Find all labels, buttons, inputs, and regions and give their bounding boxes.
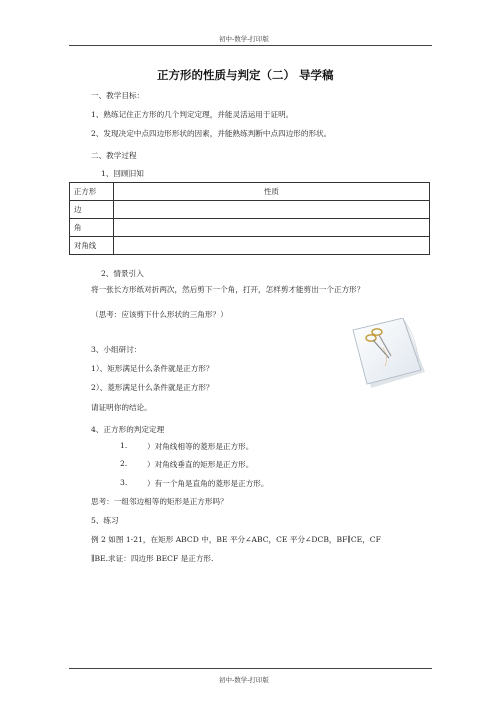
theorem-number: 2.	[120, 459, 128, 468]
table-row-label: 对角线	[70, 237, 114, 255]
table-cell-empty	[114, 201, 430, 219]
step-practice: 5、练习	[91, 516, 119, 525]
paper-scissors-icon	[347, 318, 429, 394]
table-row-label: 边	[70, 201, 114, 219]
theorem-text: ）对角线相等的菱形是正方形。	[147, 442, 254, 451]
objective-1: 1、熟练记住正方形的几个判定定理，并能灵活运用于证明。	[91, 110, 294, 119]
table-row	[70, 237, 430, 255]
theorem-text: ）有一个角是直角的菱形是正方形。	[147, 479, 269, 488]
example-line-1: 例 2 如图 1-21，在矩形 ABCD 中，BE 平分∠ABC，CE 平分∠DCB，BF∥CE，CF	[91, 535, 381, 544]
table-cell-empty	[114, 219, 430, 237]
header-rule	[69, 45, 432, 46]
table-row	[70, 219, 430, 237]
table-row-label: 角	[70, 219, 114, 237]
table-header-cell: 性质	[114, 183, 430, 201]
theorem-number: 3.	[120, 478, 128, 487]
discussion-prompt: 请证明你的结论。	[91, 403, 152, 412]
discussion-question-2: 2）、菱形满足什么条件就是正方形？	[91, 383, 214, 392]
step-review: 1、回顾旧知	[101, 169, 144, 178]
think-question: 思考：一组邻边相等的矩形是正方形吗？	[91, 497, 228, 506]
page-title: 正方形的性质与判定（二） 导学稿	[157, 68, 334, 82]
example-line-2: ∥BE.求证：四边形 BECF 是正方形.	[91, 554, 214, 563]
properties-table	[69, 182, 430, 255]
objective-2: 2、发现决定中点四边形形状的因素，并能熟练判断中点四边形的形状。	[91, 129, 332, 138]
table-cell-empty	[114, 237, 430, 255]
scenario-text: 将一张长方形纸对折两次，然后剪下一个角，打开，怎样剪才能剪出一个正方形？	[91, 285, 365, 294]
theorem-number: 1.	[120, 441, 128, 450]
table-row	[70, 201, 430, 219]
section-objectives: 一、教学目标：	[91, 91, 145, 100]
scenario-hint: （思考：应该剪下什么形状的三角形？）	[91, 310, 228, 319]
footer-rule	[69, 668, 432, 669]
section-process: 二、教学过程	[91, 151, 137, 160]
table-header-row	[70, 183, 430, 201]
page-header: 初中-数学-打印版	[219, 35, 269, 43]
step-theorems: 4、正方形的判定定理	[91, 425, 165, 434]
step-discussion: 3、小组研讨：	[91, 345, 142, 354]
page-footer: 初中-数学-打印版	[219, 676, 269, 684]
step-scenario: 2、情景引入	[101, 269, 144, 278]
theorem-text: ）对角线垂直的矩形是正方形。	[147, 460, 254, 469]
table-header-cell: 正方形	[70, 183, 114, 201]
discussion-question-1: 1）、矩形满足什么条件就是正方形？	[91, 364, 214, 373]
